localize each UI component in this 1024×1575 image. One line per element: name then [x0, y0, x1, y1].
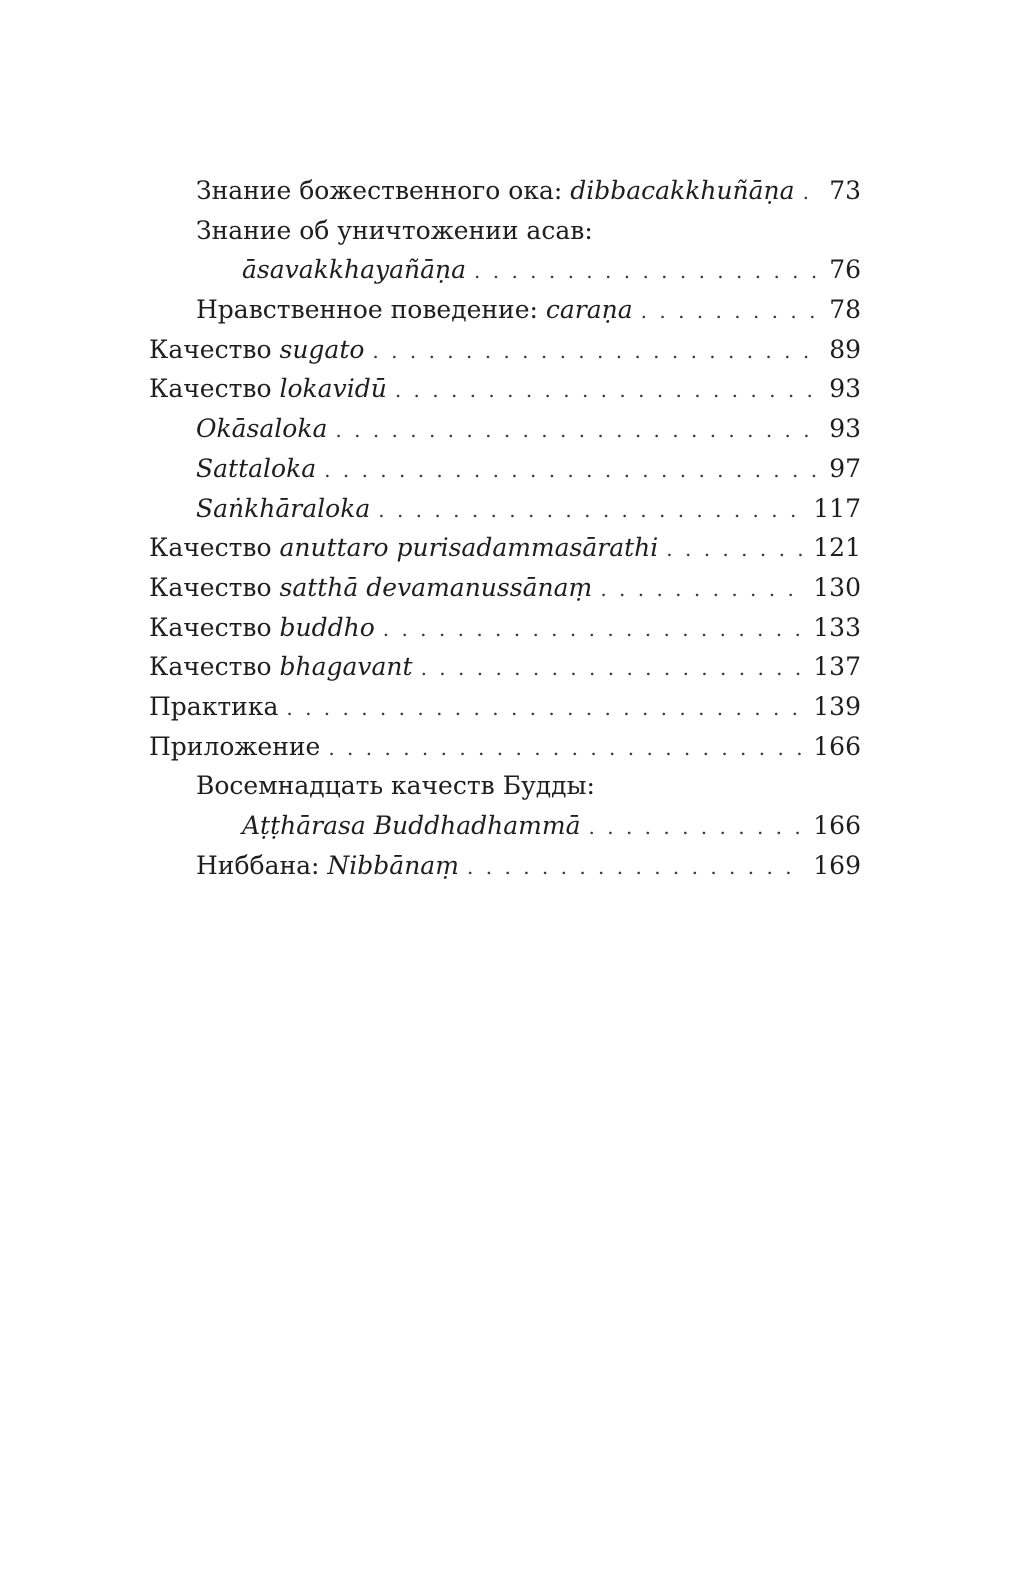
- toc-entry-title: [196, 409, 327, 449]
- toc-entry-term: sugato: [279, 334, 365, 364]
- toc-entry-term: caraṇa: [545, 295, 633, 325]
- toc-entry-title: [196, 449, 316, 489]
- toc-page-number: 130: [813, 572, 861, 602]
- toc-entry-title: [242, 250, 466, 290]
- toc-entry: [149, 568, 861, 608]
- toc-entry-term: Sattaloka: [196, 453, 317, 483]
- toc-entry: [149, 409, 861, 449]
- table-of-contents: [149, 171, 861, 885]
- toc-page-number: 97: [829, 453, 861, 483]
- toc-entry-term: dibbacakkhuñāṇa: [570, 176, 795, 205]
- dot-leader: [383, 610, 806, 650]
- dot-leader: [395, 371, 821, 411]
- toc-entry: [149, 369, 861, 409]
- toc-entry: [149, 211, 861, 251]
- toc-entry-term: buddho: [279, 612, 375, 642]
- toc-entry-label: Качество: [149, 572, 280, 602]
- toc-page-number: 166: [813, 811, 861, 840]
- toc-entry: [149, 806, 861, 846]
- toc-page-number: 166: [813, 731, 861, 761]
- dot-leader: [378, 491, 805, 531]
- dot-leader: [421, 649, 806, 689]
- toc-entry-title: [242, 806, 581, 846]
- toc-entry-title: [149, 727, 320, 767]
- toc-entry-term: Saṅkhāraloka: [196, 493, 371, 523]
- toc-entry-title: [196, 290, 633, 330]
- toc-entry-title: [149, 568, 592, 608]
- toc-page-number: 137: [813, 652, 861, 682]
- toc-entry: [149, 330, 861, 370]
- toc-entry: [149, 647, 861, 687]
- toc-entry: [149, 608, 861, 648]
- toc-entry: [149, 727, 861, 767]
- toc-entry-title: [149, 687, 278, 727]
- toc-entry-label: Качество: [149, 612, 280, 642]
- toc-entry-term: bhagavant: [279, 652, 413, 682]
- dot-leader: [803, 173, 822, 213]
- toc-entry-label: Качество: [149, 533, 280, 563]
- toc-entry-label: Качество: [149, 652, 280, 682]
- toc-entry-title: [149, 369, 387, 409]
- toc-page-number: 78: [829, 295, 861, 325]
- toc-entry-title: [196, 846, 459, 886]
- dot-leader: [335, 411, 821, 451]
- toc-page-number: 93: [829, 374, 861, 404]
- toc-page-number: 139: [813, 691, 861, 721]
- toc-page-number: 117: [813, 493, 861, 523]
- toc-entry: [149, 528, 861, 568]
- toc-entry-label: Качество: [149, 374, 280, 404]
- toc-page-number: 121: [813, 533, 861, 563]
- toc-entry-term: Okāsaloka: [196, 414, 328, 444]
- toc-entry-title: [196, 171, 795, 211]
- toc-entry-title: [149, 528, 658, 568]
- toc-entry-term: anuttaro purisadammasārathi: [279, 533, 659, 563]
- toc-entry: [149, 171, 861, 211]
- toc-entry-term: āsavakkhayañāṇa: [242, 255, 467, 285]
- toc-entry: [149, 846, 861, 886]
- toc-entry: [149, 489, 861, 529]
- toc-page-number: 89: [829, 334, 861, 364]
- toc-entry-title: [196, 766, 595, 806]
- toc-entry-term: lokavidū: [279, 374, 387, 404]
- toc-entry-label: Приложение: [149, 731, 321, 761]
- dot-leader: [328, 729, 805, 769]
- toc-entry-label: Качество: [149, 334, 280, 364]
- toc-entry-label: Нравственное поведение:: [196, 295, 546, 325]
- toc-entry: [149, 687, 861, 727]
- toc-entry-label: Знание об уничтожении асав:: [196, 215, 593, 245]
- toc-entry-term: Nibbānaṃ: [327, 850, 460, 880]
- toc-entry-title: [196, 489, 370, 529]
- toc-entry: [149, 766, 861, 806]
- toc-entry-label: Восемнадцать качеств Будды:: [196, 771, 595, 801]
- dot-leader: [666, 530, 805, 570]
- dot-leader: [467, 848, 805, 888]
- toc-entry: [149, 449, 861, 489]
- dot-leader: [286, 689, 805, 729]
- dot-leader: [600, 570, 805, 610]
- toc-page-number: 76: [829, 255, 861, 285]
- toc-entry-title: [149, 608, 375, 648]
- dot-leader: [474, 252, 821, 292]
- toc-entry-title: [196, 211, 593, 251]
- toc-entry: [149, 290, 861, 330]
- toc-entry-label: Ниббана:: [196, 850, 328, 880]
- toc-entry-label: Практика: [149, 691, 279, 721]
- toc-page-number: 73: [829, 176, 861, 205]
- dot-leader: [641, 292, 822, 332]
- toc-entry-title: [149, 647, 413, 687]
- toc-page-number: 133: [813, 612, 861, 642]
- toc-entry-label: Знание божественного ока:: [196, 176, 571, 205]
- toc-page-number: 93: [829, 414, 861, 444]
- dot-leader: [372, 332, 821, 372]
- toc-entry-title: [149, 330, 364, 370]
- toc-entry: [149, 250, 861, 290]
- toc-entry-term: Aṭṭhārasa Buddhadhammā: [242, 811, 581, 840]
- dot-leader: [589, 808, 806, 848]
- dot-leader: [324, 451, 821, 491]
- toc-page-number: 169: [813, 850, 861, 880]
- toc-entry-term: satthā devamanussānaṃ: [279, 572, 593, 602]
